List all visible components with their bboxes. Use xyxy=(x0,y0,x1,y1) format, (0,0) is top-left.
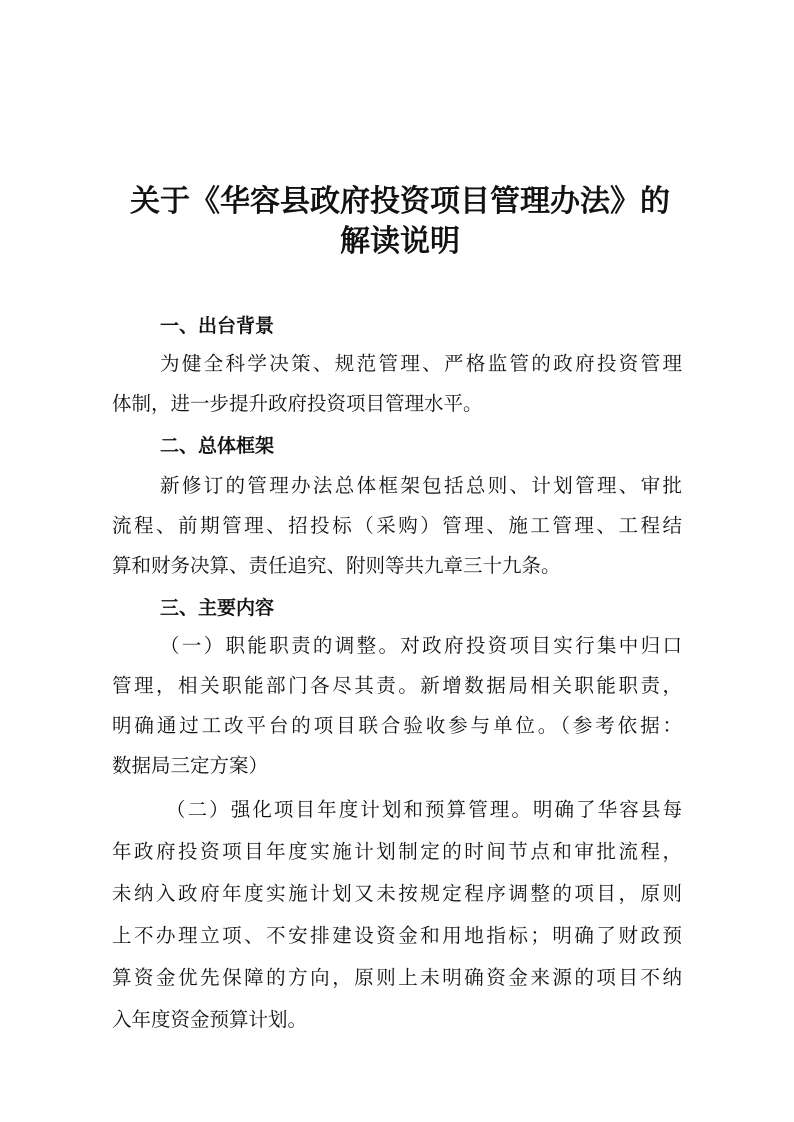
paragraph-line: 年政府投资项目年度实施计划制定的时间节点和审批流程， xyxy=(112,840,682,863)
paragraph-line: 体制，进一步提升政府投资项目管理水平。 xyxy=(112,392,483,415)
paragraph-line: 数据局三定方案） xyxy=(112,754,269,777)
section-heading-framework: 二、总体框架 xyxy=(160,435,275,457)
paragraph-line: 算资金优先保障的方向，原则上未明确资金来源的项目不纳 xyxy=(112,966,682,989)
paragraph-line: 上不办理立项、不安排建设资金和用地指标；明确了财政预 xyxy=(112,924,682,947)
document-title-line1: 关于《华容县政府投资项目管理办法》的 xyxy=(130,184,670,219)
document-title-line2: 解读说明 xyxy=(340,224,460,259)
paragraph-line: 明确通过工改平台的项目联合验收参与单位。（参考依据： xyxy=(112,714,682,737)
paragraph-line: 为健全科学决策、规范管理、严格监管的政府投资管理 xyxy=(160,352,682,375)
section-heading-background: 一、出台背景 xyxy=(160,315,275,337)
paragraph-line: 管理，相关职能部门各尽其责。新增数据局相关职能职责， xyxy=(112,674,682,697)
paragraph-line: 入年度资金预算计划。 xyxy=(112,1008,308,1031)
paragraph-line: 未纳入政府年度实施计划又未按规定程序调整的项目，原则 xyxy=(112,882,682,905)
paragraph-line: （一）职能职责的调整。对政府投资项目实行集中归口 xyxy=(160,634,682,657)
section-heading-main-content: 三、主要内容 xyxy=(160,597,275,619)
paragraph-line: 新修订的管理办法总体框架包括总则、计划管理、审批 xyxy=(160,474,682,497)
paragraph-line: （二）强化项目年度计划和预算管理。明确了华容县每 xyxy=(166,798,682,821)
paragraph-line: 流程、前期管理、招投标（采购）管理、施工管理、工程结 xyxy=(112,514,682,537)
paragraph-line: 算和财务决算、责任追究、附则等共九章三十九条。 xyxy=(112,554,561,577)
